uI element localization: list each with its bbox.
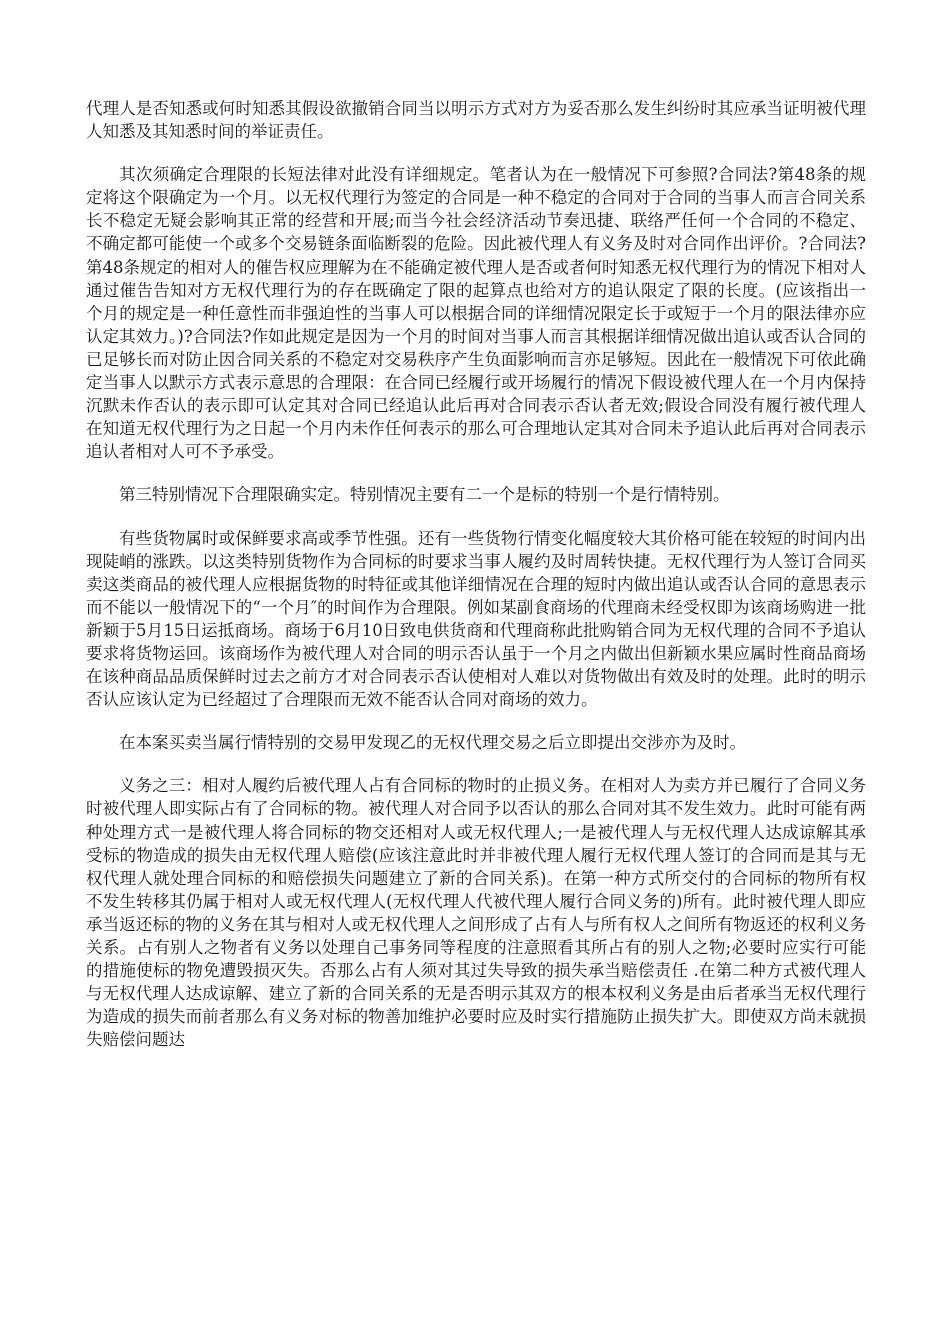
paragraph-perishable-goods-example: 有些货物属时或保鲜要求高或季节性强。还有一些货物行情变化幅度较大其价格可能在较短的时间内出现陡峭的涨跌。以这类特别货物作为合同标的时要求当事人履约及时周转快捷。无权代理行为人签订合同买卖这类商品的被代理人应根据货物的时特征或其他详细情况在合理的短时内做出追认或否认合同的意思表示而不能以一般情况下的“一个月″的时间作为合理限。例如某副食商场的代理商未经受权即为该商场购进一批新颖于5月15日运抵商场。商场于6月10日致电供货商和代理商称此批购销合同为无权代理的合同不予追认要求将货物运回。该商场作为被代理人对合同的明示否认虽于一个月之内做出但新颖水果应属时性商品商场在该种商品品质保鲜时过去之前方才对合同表示否认使相对人难以对货物做出有效及时的处理。此时的明示否认应该认定为已经超过了合理限而无效不能否认合同对商场的效力。 — [86, 528, 866, 710]
paragraph-case-timeliness: 在本案买卖当属行情特别的交易甲发现乙的无权代理交易之后立即提出交涉亦为及时。 — [119, 733, 746, 753]
paragraph-special-circumstances: 第三特别情况下合理限确实定。特别情况主要有二一个是标的特别一个是行情特别。 — [119, 485, 730, 505]
document-body — [86, 97, 866, 1071]
paragraph-continuation: 代理人是否知悉或何时知悉其假设欲撤销合同当以明示方式对方为妥否那么发生纠纷时其应承当证明被代理人知悉及其知悉时间的举证责任。 — [86, 99, 866, 142]
paragraph-reasonable-period-length: 其次须确定合理限的长短法律对此没有详细规定。笔者认为在一般情况下可参照?合同法?第48条的规定将这个限确定为一个月。以无权代理行为签定的合同是一种不稳定的合同对于合同的当事人而言合同关系长不稳定无疑会影响其正常的经营和开展;而当今社会经济活动节奏迅捷、联络严任何一个合同的不稳定、不确定都可能使一个或多个交易链条面临断裂的危险。因此被代理人有义务及时对合同作出评价。?合同法?第48条规定的相对人的催告权应理解为在不能确定被代理人是否或者何时知悉无权代理行为的情况下相对人通过催告告知对方无权代理行为的存在既确定了限的起算点也给对方的追认限定了限的长度。(应该指出一个月的规定是一种任意性而非强迫性的当事人可以根据合同的详细情况限定长于或短于一个月的限法律亦应认定其效力。)?合同法?作如此规定是因为一个月的时间对当事人而言其根据详细情况做出追认或否认合同的已足够长而对防止因合同关系的不稳定对交易秩序产生负面影响而言亦足够短。因此在一般情况下可依此确定当事人以默示方式表示意思的合理限：在合同已经履行或开场履行的情况下假设被代理人在一个月内保持沉默未作否认的表示即可认定其对合同已经追认此后再对合同表示否认者无效;假设合同没有履行被代理人在知道无权代理行为之日起一个月内未作任何表示的那么可合理地认定其对合同未予追认此后再对合同表示追认者相对人可不予承受。 — [86, 165, 866, 462]
paragraph-duty-three: 义务之三：相对人履约后被代理人占有合同标的物时的止损义务。在相对人为卖方并已履行了合同义务时被代理人即实际占有了合同标的物。被代理人对合同予以否认的那么合同对其不发生效力。此时可能有两种处理方式一是被代理人将合同标的物交还相对人或无权代理人;一是被代理人与无权代理人达成谅解其承受标的物造成的损失由无权代理人赔偿(应该注意此时并非被代理人履行无权代理人签订的合同而是其与无权代理人就处理合同标的和赔偿损失问题建立了新的合同关系)。在第一种方式所交付的合同标的物所有权不发生转移其仍属于相对人或无权代理人(无权代理人代被代理人履行合同义务的)所有。此时被代理人即应承当返还标的物的义务在其与相对人或无权代理人之间形成了占有人与所有权人之间所有物返还的权利义务关系。占有别人之物者有义务以处理自己事务同等程度的注意照看其所占有的别人之物;必要时应实行可能的措施使标的物免遭毁损灭失。否那么占有人须对其过失导致的损失承当赔偿责任 .在第二种方式被代理人与无权代理人达成谅解、建立了新的合同关系的无是否明示其双方的根本权利义务是由后者承当无权代理行为造成的损失而前者那么有义务对标的物善加维护必要时应及时实行措施防止损失扩大。即使双方尚未就损失赔偿问题达 — [86, 776, 866, 1050]
